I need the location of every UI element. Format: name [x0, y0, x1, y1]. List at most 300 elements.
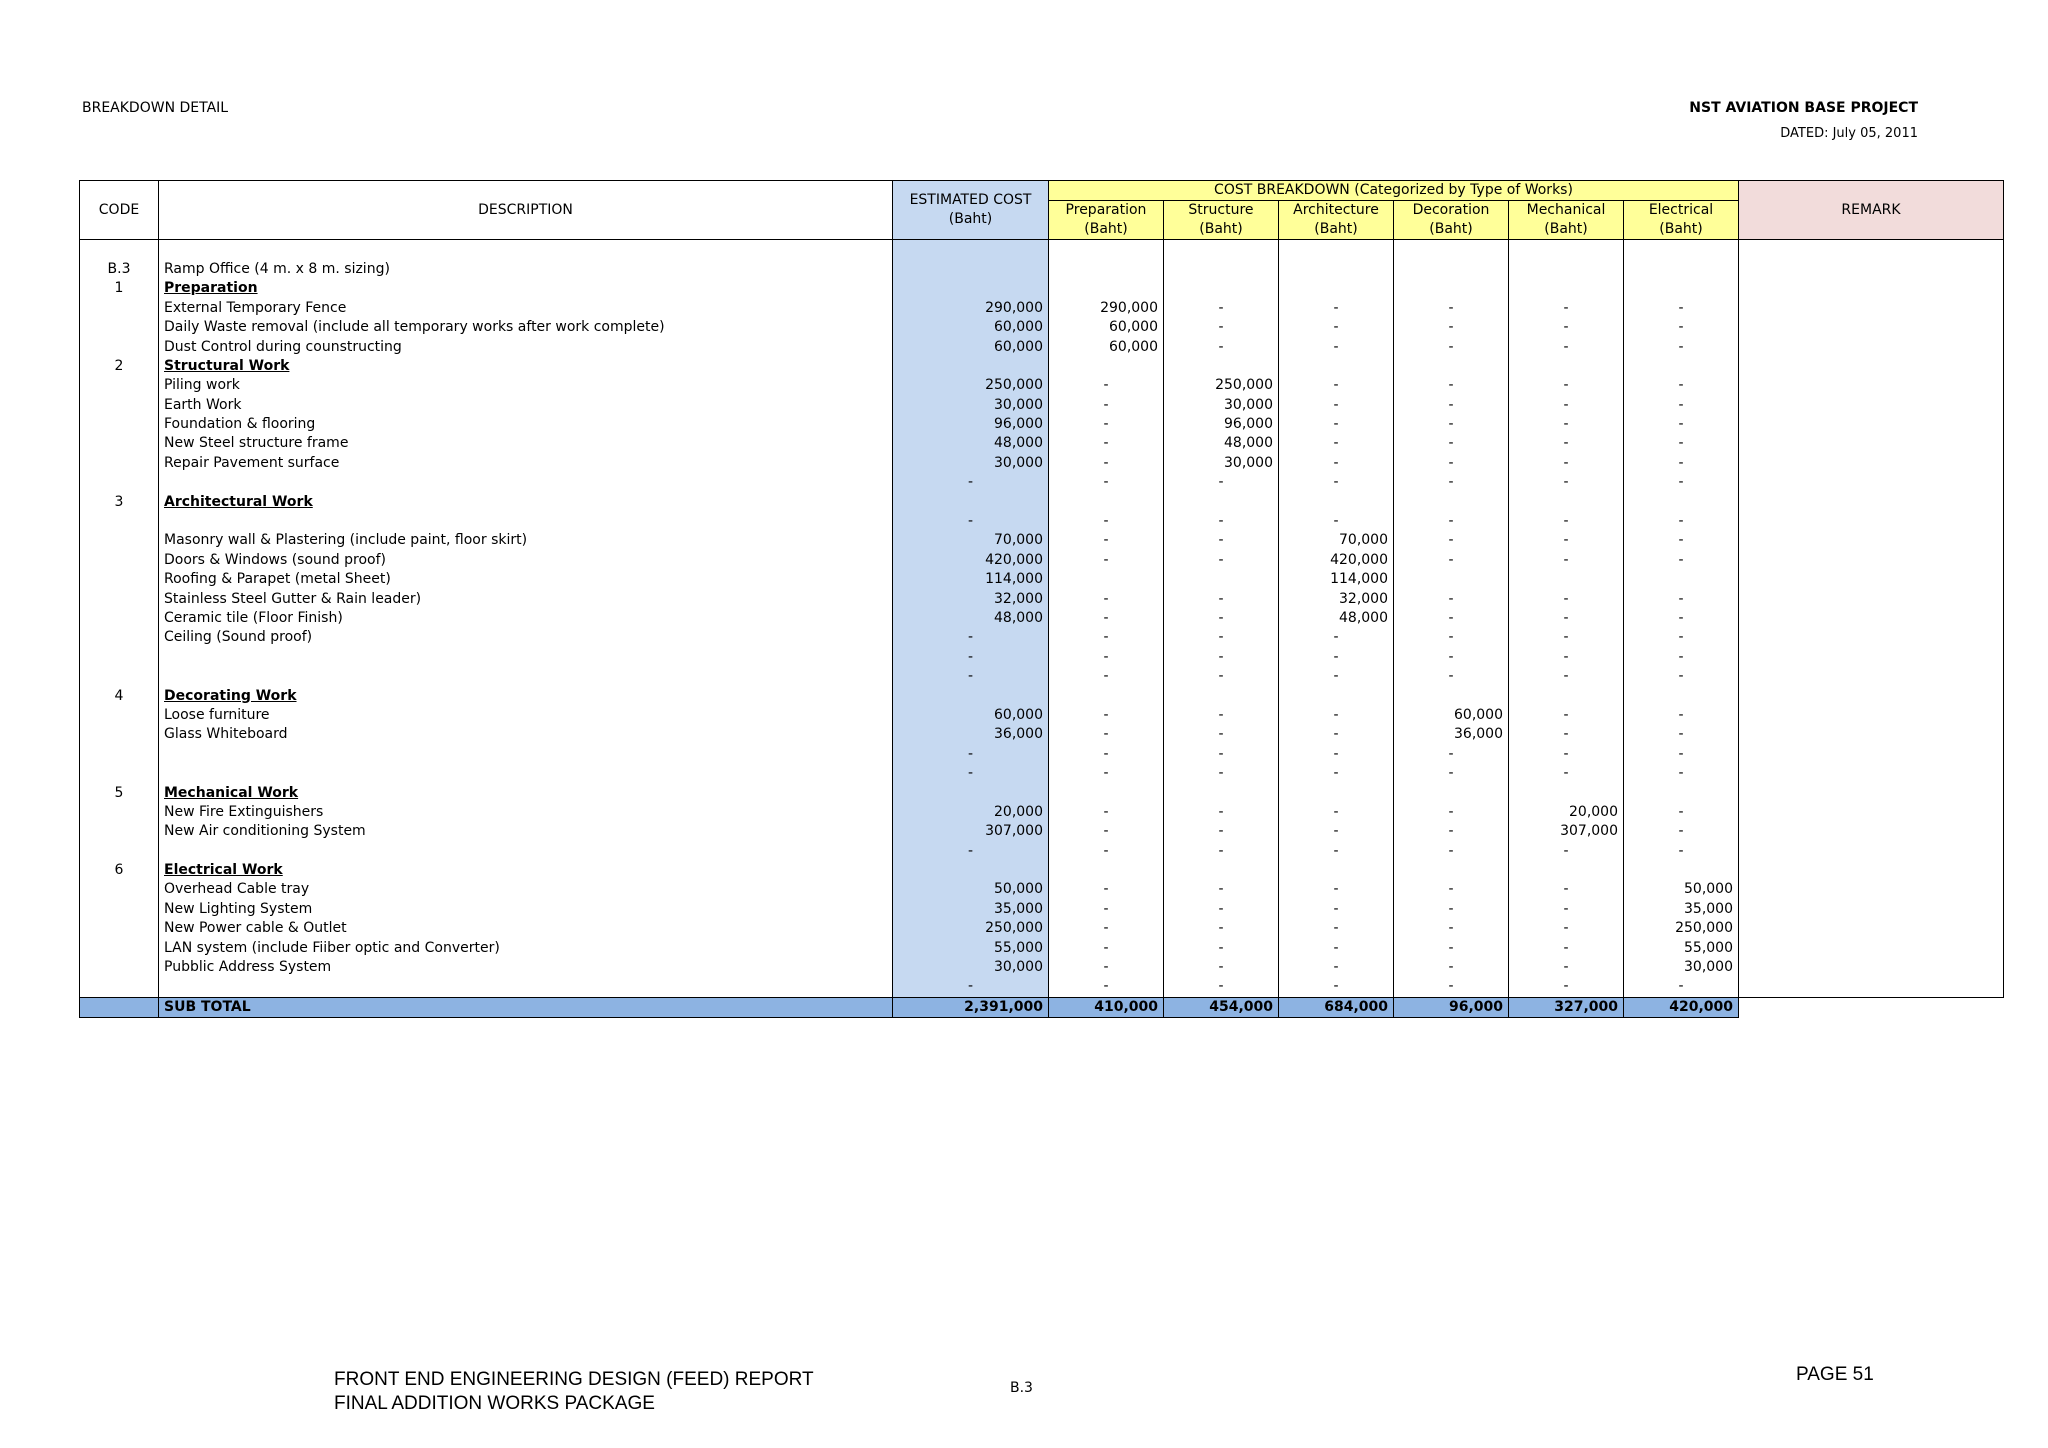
report-footer — [334, 1368, 814, 1416]
estimated-cost-header: ESTIMATED COST (Baht) — [893, 181, 1049, 240]
decoration-cell: - — [1394, 628, 1509, 647]
structure-cell: - — [1164, 842, 1279, 861]
section-row — [80, 686, 2004, 705]
remark-cell — [1739, 318, 2004, 337]
estimated-cost-cell: 48,000 — [893, 434, 1049, 453]
description-cell — [159, 764, 893, 783]
remark-cell — [1739, 492, 2004, 511]
remark-cell — [1739, 531, 2004, 550]
table-row — [80, 551, 2004, 570]
architecture-cell: 420,000 — [1279, 551, 1394, 570]
table-row — [80, 318, 2004, 337]
preparation-cell: - — [1049, 706, 1164, 725]
preparation-cell: - — [1049, 764, 1164, 783]
remark-cell — [1739, 376, 2004, 395]
decoration-cell — [1394, 861, 1509, 880]
description-cell: Ramp Office (4 m. x 8 m. sizing) — [159, 260, 893, 279]
decoration-cell: - — [1394, 589, 1509, 608]
table-row — [80, 434, 2004, 453]
table-row — [80, 648, 2004, 667]
table-row — [80, 667, 2004, 686]
code-cell: 4 — [80, 686, 159, 705]
subtotal-row — [80, 997, 2004, 1017]
estimated-cost-cell: 96,000 — [893, 415, 1049, 434]
description-cell: Repair Pavement surface — [159, 454, 893, 473]
electrical-cell: - — [1624, 745, 1739, 764]
structure-cell: - — [1164, 648, 1279, 667]
remark-cell — [1739, 667, 2004, 686]
electrical-header: Electrical (Baht) — [1624, 201, 1739, 240]
code-cell — [80, 454, 159, 473]
structure-cell: 250,000 — [1164, 376, 1279, 395]
electrical-cell — [1624, 260, 1739, 279]
code-cell — [80, 764, 159, 783]
remark-cell — [1739, 357, 2004, 376]
subtotal-label: SUB TOTAL — [159, 997, 893, 1017]
table-row — [80, 880, 2004, 899]
table-row — [80, 396, 2004, 415]
preparation-cell: 60,000 — [1049, 337, 1164, 356]
remark-cell — [1739, 725, 2004, 744]
estimated-cost-cell: 55,000 — [893, 938, 1049, 957]
architecture-cell: - — [1279, 318, 1394, 337]
preparation-cell: - — [1049, 880, 1164, 899]
remark-cell — [1739, 512, 2004, 531]
estimated-cost-cell: 20,000 — [893, 803, 1049, 822]
description-cell — [159, 473, 893, 492]
architecture-cell: - — [1279, 415, 1394, 434]
structure-cell: - — [1164, 706, 1279, 725]
decoration-cell: 36,000 — [1394, 725, 1509, 744]
code-cell — [80, 512, 159, 531]
structure-cell: - — [1164, 764, 1279, 783]
subtotal-architecture: 684,000 — [1279, 997, 1394, 1017]
project-title: NST AVIATION BASE PROJECT — [1689, 100, 1918, 116]
remark-cell — [1739, 609, 2004, 628]
architecture-cell: - — [1279, 745, 1394, 764]
decoration-cell: - — [1394, 919, 1509, 938]
code-cell — [80, 919, 159, 938]
electrical-cell: - — [1624, 822, 1739, 841]
mechanical-cell: 20,000 — [1509, 803, 1624, 822]
decoration-cell: - — [1394, 648, 1509, 667]
code-cell — [80, 880, 159, 899]
mechanical-cell — [1509, 279, 1624, 298]
preparation-cell: - — [1049, 919, 1164, 938]
table-row — [80, 938, 2004, 957]
estimated-cost-cell: 420,000 — [893, 551, 1049, 570]
structure-cell: - — [1164, 531, 1279, 550]
decoration-cell: - — [1394, 531, 1509, 550]
decoration-cell: - — [1394, 551, 1509, 570]
estimated-cost-cell — [893, 240, 1049, 260]
decoration-cell: - — [1394, 803, 1509, 822]
electrical-cell: - — [1624, 551, 1739, 570]
mechanical-cell — [1509, 240, 1624, 260]
electrical-cell: 250,000 — [1624, 919, 1739, 938]
architecture-cell: - — [1279, 706, 1394, 725]
description-cell: Foundation & flooring — [159, 415, 893, 434]
decoration-cell: - — [1394, 512, 1509, 531]
preparation-cell: - — [1049, 822, 1164, 841]
section-row — [80, 492, 2004, 511]
table-row — [80, 473, 2004, 492]
mechanical-cell: - — [1509, 648, 1624, 667]
table-row — [80, 958, 2004, 977]
footer-section-code: B.3 — [1010, 1380, 1033, 1396]
electrical-cell: 30,000 — [1624, 958, 1739, 977]
decoration-cell: - — [1394, 318, 1509, 337]
code-cell — [80, 531, 159, 550]
table-row — [80, 725, 2004, 744]
preparation-cell — [1049, 279, 1164, 298]
structure-cell: - — [1164, 337, 1279, 356]
estimated-cost-cell — [893, 686, 1049, 705]
structure-cell: - — [1164, 609, 1279, 628]
mechanical-cell: 307,000 — [1509, 822, 1624, 841]
decoration-cell — [1394, 492, 1509, 511]
estimated-cost-cell: 36,000 — [893, 725, 1049, 744]
structure-cell: - — [1164, 551, 1279, 570]
code-header: CODE — [80, 181, 159, 240]
electrical-cell: 50,000 — [1624, 880, 1739, 899]
electrical-cell: - — [1624, 764, 1739, 783]
remark-cell — [1739, 842, 2004, 861]
structure-header: Structure (Baht) — [1164, 201, 1279, 240]
structure-cell — [1164, 357, 1279, 376]
section-row — [80, 357, 2004, 376]
table-row — [80, 745, 2004, 764]
electrical-cell: - — [1624, 434, 1739, 453]
mechanical-cell: - — [1509, 337, 1624, 356]
decoration-cell: - — [1394, 473, 1509, 492]
electrical-cell: - — [1624, 977, 1739, 997]
code-cell — [80, 551, 159, 570]
description-cell: Roofing & Parapet (metal Sheet) — [159, 570, 893, 589]
cost-breakdown-table — [79, 180, 2004, 1018]
decoration-cell: - — [1394, 900, 1509, 919]
table-row — [80, 570, 2004, 589]
architecture-cell: - — [1279, 376, 1394, 395]
structure-cell: - — [1164, 299, 1279, 318]
table-row — [80, 628, 2004, 647]
preparation-cell — [1049, 570, 1164, 589]
decoration-cell: - — [1394, 667, 1509, 686]
remark-cell — [1739, 337, 2004, 356]
mechanical-cell: - — [1509, 667, 1624, 686]
remark-cell — [1739, 570, 2004, 589]
section-row — [80, 783, 2004, 802]
decoration-cell: - — [1394, 415, 1509, 434]
table-row — [80, 299, 2004, 318]
architecture-cell: - — [1279, 299, 1394, 318]
preparation-cell: - — [1049, 473, 1164, 492]
electrical-cell: 35,000 — [1624, 900, 1739, 919]
remark-cell — [1739, 260, 2004, 279]
estimated-cost-cell: 50,000 — [893, 880, 1049, 899]
remark-cell — [1739, 938, 2004, 957]
architecture-cell — [1279, 357, 1394, 376]
decoration-cell: - — [1394, 880, 1509, 899]
estimated-cost-cell: 307,000 — [893, 822, 1049, 841]
remark-cell — [1739, 434, 2004, 453]
code-cell: 3 — [80, 492, 159, 511]
mechanical-cell — [1509, 686, 1624, 705]
preparation-cell: - — [1049, 589, 1164, 608]
structure-cell: - — [1164, 803, 1279, 822]
estimated-cost-cell: - — [893, 648, 1049, 667]
description-cell: New Power cable & Outlet — [159, 919, 893, 938]
electrical-cell: - — [1624, 318, 1739, 337]
decoration-cell: - — [1394, 822, 1509, 841]
mechanical-cell: - — [1509, 396, 1624, 415]
architecture-cell: - — [1279, 512, 1394, 531]
code-cell — [80, 318, 159, 337]
estimated-cost-cell — [893, 279, 1049, 298]
preparation-cell — [1049, 357, 1164, 376]
code-cell — [80, 299, 159, 318]
description-cell — [159, 842, 893, 861]
subtotal-decoration: 96,000 — [1394, 997, 1509, 1017]
structure-cell — [1164, 240, 1279, 260]
preparation-cell — [1049, 861, 1164, 880]
description-cell: Masonry wall & Plastering (include paint, floor skirt) — [159, 531, 893, 550]
decoration-cell — [1394, 240, 1509, 260]
preparation-cell: - — [1049, 415, 1164, 434]
mechanical-cell: - — [1509, 764, 1624, 783]
remark-cell — [1739, 628, 2004, 647]
mechanical-cell: - — [1509, 628, 1624, 647]
description-cell: Architectural Work — [159, 492, 893, 511]
preparation-cell — [1049, 492, 1164, 511]
estimated-cost-cell: - — [893, 764, 1049, 783]
decoration-cell: 60,000 — [1394, 706, 1509, 725]
description-cell: Piling work — [159, 376, 893, 395]
code-cell — [80, 706, 159, 725]
mechanical-cell: - — [1509, 318, 1624, 337]
preparation-cell: - — [1049, 725, 1164, 744]
date-label: DATED: July 05, 2011 — [1780, 126, 1918, 141]
estimated-cost-cell — [893, 861, 1049, 880]
structure-cell: - — [1164, 900, 1279, 919]
electrical-cell: - — [1624, 299, 1739, 318]
remark-cell — [1739, 454, 2004, 473]
cost-breakdown-header: COST BREAKDOWN (Categorized by Type of Works) — [1049, 181, 1739, 201]
code-cell — [80, 745, 159, 764]
preparation-cell: - — [1049, 745, 1164, 764]
remark-cell — [1739, 900, 2004, 919]
preparation-cell: - — [1049, 628, 1164, 647]
table-row — [80, 260, 2004, 279]
description-cell: Structural Work — [159, 357, 893, 376]
estimated-cost-cell: 60,000 — [893, 337, 1049, 356]
estimated-cost-cell: 32,000 — [893, 589, 1049, 608]
remark-cell — [1739, 977, 2004, 997]
architecture-cell: - — [1279, 900, 1394, 919]
electrical-cell: - — [1624, 454, 1739, 473]
electrical-cell: - — [1624, 609, 1739, 628]
architecture-cell — [1279, 279, 1394, 298]
table-row — [80, 454, 2004, 473]
preparation-cell — [1049, 783, 1164, 802]
electrical-cell: - — [1624, 376, 1739, 395]
structure-cell: - — [1164, 880, 1279, 899]
structure-cell: - — [1164, 589, 1279, 608]
remark-cell — [1739, 415, 2004, 434]
electrical-cell: - — [1624, 667, 1739, 686]
remark-cell — [1739, 648, 2004, 667]
code-cell — [80, 648, 159, 667]
architecture-cell: - — [1279, 803, 1394, 822]
description-cell — [159, 512, 893, 531]
description-cell: New Steel structure frame — [159, 434, 893, 453]
architecture-cell — [1279, 783, 1394, 802]
description-cell: Earth Work — [159, 396, 893, 415]
architecture-cell: - — [1279, 977, 1394, 997]
estimated-cost-cell — [893, 783, 1049, 802]
mechanical-cell: - — [1509, 938, 1624, 957]
remark-cell — [1739, 958, 2004, 977]
table-row — [80, 919, 2004, 938]
estimated-cost-cell: - — [893, 628, 1049, 647]
mechanical-cell: - — [1509, 609, 1624, 628]
decoration-cell — [1394, 357, 1509, 376]
architecture-cell: - — [1279, 958, 1394, 977]
mechanical-cell: - — [1509, 977, 1624, 997]
mechanical-cell — [1509, 861, 1624, 880]
subtotal-code — [80, 997, 159, 1017]
decoration-cell — [1394, 686, 1509, 705]
structure-cell: - — [1164, 667, 1279, 686]
remark-cell — [1739, 589, 2004, 608]
preparation-cell — [1049, 240, 1164, 260]
structure-cell: - — [1164, 512, 1279, 531]
structure-cell — [1164, 570, 1279, 589]
code-cell: B.3 — [80, 260, 159, 279]
architecture-cell — [1279, 492, 1394, 511]
mechanical-cell — [1509, 570, 1624, 589]
description-cell: Ceiling (Sound proof) — [159, 628, 893, 647]
mechanical-cell: - — [1509, 589, 1624, 608]
subtotal-structure: 454,000 — [1164, 997, 1279, 1017]
electrical-cell: - — [1624, 473, 1739, 492]
preparation-cell: - — [1049, 958, 1164, 977]
architecture-cell: 48,000 — [1279, 609, 1394, 628]
electrical-cell — [1624, 492, 1739, 511]
decoration-cell — [1394, 783, 1509, 802]
preparation-cell: - — [1049, 977, 1164, 997]
electrical-cell — [1624, 686, 1739, 705]
footer-line-1: FRONT END ENGINEERING DESIGN (FEED) REPORT — [334, 1369, 814, 1390]
description-cell — [159, 977, 893, 997]
mechanical-cell: - — [1509, 551, 1624, 570]
description-cell: New Fire Extinguishers — [159, 803, 893, 822]
remark-cell — [1739, 803, 2004, 822]
remark-cell — [1739, 880, 2004, 899]
section-row — [80, 861, 2004, 880]
description-cell: Preparation — [159, 279, 893, 298]
code-cell — [80, 337, 159, 356]
estimated-cost-cell: - — [893, 977, 1049, 997]
remark-header: REMARK — [1739, 181, 2004, 240]
estimated-cost-cell — [893, 492, 1049, 511]
electrical-cell: - — [1624, 648, 1739, 667]
decoration-cell: - — [1394, 337, 1509, 356]
estimated-cost-cell: 30,000 — [893, 454, 1049, 473]
table-row — [80, 977, 2004, 997]
estimated-cost-cell: 290,000 — [893, 299, 1049, 318]
code-cell: 2 — [80, 357, 159, 376]
mechanical-cell: - — [1509, 512, 1624, 531]
mechanical-cell: - — [1509, 842, 1624, 861]
preparation-cell: - — [1049, 434, 1164, 453]
code-cell — [80, 842, 159, 861]
electrical-cell: - — [1624, 803, 1739, 822]
mechanical-cell — [1509, 492, 1624, 511]
mechanical-cell: - — [1509, 900, 1624, 919]
estimated-cost-cell: 30,000 — [893, 958, 1049, 977]
mechanical-cell: - — [1509, 454, 1624, 473]
table-row — [80, 415, 2004, 434]
architecture-cell: - — [1279, 454, 1394, 473]
mechanical-cell: - — [1509, 745, 1624, 764]
mechanical-cell: - — [1509, 725, 1624, 744]
section-row — [80, 279, 2004, 298]
electrical-cell: - — [1624, 415, 1739, 434]
description-cell — [159, 240, 893, 260]
architecture-cell: - — [1279, 628, 1394, 647]
decoration-cell: - — [1394, 958, 1509, 977]
mechanical-cell: - — [1509, 531, 1624, 550]
remark-cell — [1739, 686, 2004, 705]
structure-cell: - — [1164, 822, 1279, 841]
electrical-cell: - — [1624, 512, 1739, 531]
description-cell: Stainless Steel Gutter & Rain leader) — [159, 589, 893, 608]
structure-cell: 30,000 — [1164, 454, 1279, 473]
preparation-cell: - — [1049, 454, 1164, 473]
table-row — [80, 240, 2004, 260]
electrical-cell — [1624, 570, 1739, 589]
electrical-cell: - — [1624, 842, 1739, 861]
decoration-header: Decoration (Baht) — [1394, 201, 1509, 240]
architecture-cell: 114,000 — [1279, 570, 1394, 589]
table-row — [80, 706, 2004, 725]
breakdown-detail-title: BREAKDOWN DETAIL — [82, 100, 229, 116]
remark-cell — [1739, 745, 2004, 764]
description-cell: Overhead Cable tray — [159, 880, 893, 899]
code-cell — [80, 822, 159, 841]
decoration-cell: - — [1394, 609, 1509, 628]
description-cell: Loose furniture — [159, 706, 893, 725]
table-row — [80, 822, 2004, 841]
electrical-cell — [1624, 279, 1739, 298]
code-cell — [80, 396, 159, 415]
estimated-cost-cell: 250,000 — [893, 376, 1049, 395]
description-cell: New Air conditioning System — [159, 822, 893, 841]
preparation-cell: - — [1049, 938, 1164, 957]
subtotal-mechanical: 327,000 — [1509, 997, 1624, 1017]
structure-cell: 96,000 — [1164, 415, 1279, 434]
table-row — [80, 376, 2004, 395]
estimated-cost-cell: - — [893, 473, 1049, 492]
structure-cell — [1164, 492, 1279, 511]
architecture-cell: - — [1279, 396, 1394, 415]
preparation-cell — [1049, 260, 1164, 279]
structure-cell: - — [1164, 725, 1279, 744]
subtotal-preparation: 410,000 — [1049, 997, 1164, 1017]
architecture-cell: - — [1279, 725, 1394, 744]
estimated-cost-cell: 35,000 — [893, 900, 1049, 919]
